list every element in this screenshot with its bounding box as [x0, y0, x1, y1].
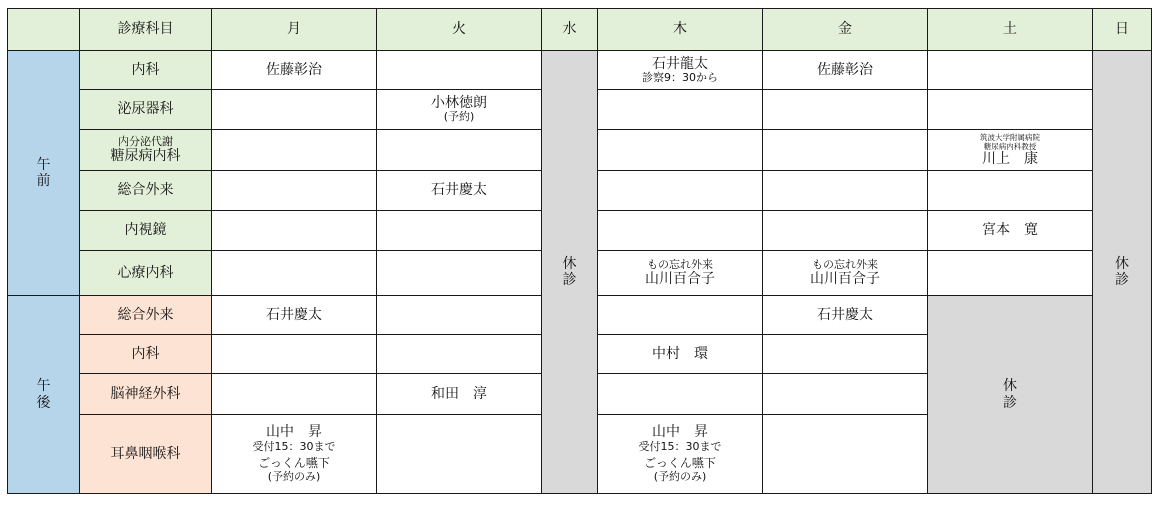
header-sat: 土	[928, 9, 1093, 51]
cell-fri	[763, 374, 928, 415]
dept-label: 内科	[80, 51, 212, 90]
dept-label: 泌尿器科	[80, 90, 212, 130]
doctor-name: 山中 昇	[266, 424, 322, 441]
dept-label: 内視鏡	[80, 211, 212, 251]
dept-sub-label: 内分泌代謝	[118, 134, 173, 148]
cell-mon	[212, 90, 377, 130]
cell-tue: 石井慶太	[377, 171, 542, 211]
am-label-1: 午	[36, 156, 51, 173]
doctor-affiliation: 筑波大学附属病院	[980, 132, 1040, 142]
pm-label-1: 午	[36, 378, 51, 395]
cell-sat: 宮本 寛	[928, 211, 1093, 251]
am-label-2: 前	[36, 173, 51, 189]
cell-sat	[928, 90, 1093, 130]
header-corner	[8, 9, 80, 51]
dept-main-label: 糖尿病内科	[110, 148, 181, 165]
doctor-note: ごっくん嚥下	[644, 456, 716, 471]
cell-thu	[598, 211, 763, 251]
dept-label: 心療内科	[80, 251, 212, 296]
wed-closed-1: 休	[562, 255, 577, 272]
wed-closed-2: 診	[562, 272, 577, 288]
am-row-naika	[8, 51, 1152, 90]
doctor-note: (予約)	[443, 110, 475, 124]
header-wed: 水	[542, 9, 598, 51]
sat-pm-closed-2: 診	[1003, 394, 1017, 411]
doctor-name: 小林徳朗	[431, 95, 487, 112]
cell-thu	[598, 171, 763, 211]
dept-label: 内科	[80, 335, 212, 374]
sun-closed-2: 診	[1115, 272, 1129, 288]
doctor-name: 山川百合子	[810, 271, 880, 288]
cell-thu: 中村 環	[598, 335, 763, 374]
cell-sat	[928, 130, 1093, 171]
dept-label: 総合外来	[80, 171, 212, 211]
cell-thu	[598, 415, 763, 494]
cell-tue	[377, 296, 542, 335]
doctor-name: 山川百合子	[645, 271, 715, 288]
cell-tue	[377, 251, 542, 296]
wed-closed	[542, 51, 598, 494]
cell-sat	[928, 51, 1093, 90]
cell-sat	[928, 171, 1093, 211]
cell-tue: 和田 淳	[377, 374, 542, 415]
sat-pm-closed-1: 休	[1003, 378, 1017, 395]
header-sun: 日	[1093, 9, 1152, 51]
cell-thu	[598, 51, 763, 90]
sun-closed	[1093, 51, 1152, 494]
cell-fri: 佐藤彰治	[763, 51, 928, 90]
cell-thu	[598, 296, 763, 335]
cell-thu	[598, 251, 763, 296]
cell-mon	[212, 171, 377, 211]
cell-thu	[598, 374, 763, 415]
header-mon: 月	[212, 9, 377, 51]
doctor-name: 川上 康	[982, 150, 1038, 167]
cell-mon	[212, 374, 377, 415]
cell-tue	[377, 130, 542, 171]
cell-mon: 石井慶太	[212, 296, 377, 335]
cell-fri	[763, 130, 928, 171]
cell-tue	[377, 415, 542, 494]
cell-fri	[763, 335, 928, 374]
cell-mon	[212, 251, 377, 296]
cell-fri	[763, 415, 928, 494]
doctor-note: (予約のみ)	[653, 469, 707, 483]
cell-fri: 石井慶太	[763, 296, 928, 335]
cell-mon	[212, 130, 377, 171]
clinic-schedule-table	[7, 8, 1152, 494]
pm-label	[8, 296, 80, 494]
header-tue: 火	[377, 9, 542, 51]
doctor-note: もの忘れ外来	[647, 257, 713, 271]
doctor-name: 山中 昇	[652, 424, 708, 441]
header-thu: 木	[598, 9, 763, 51]
doctor-note: ごっくん嚥下	[258, 456, 330, 471]
cell-fri	[763, 171, 928, 211]
dept-label: 耳鼻咽喉科	[80, 415, 212, 494]
cell-thu	[598, 90, 763, 130]
cell-mon	[212, 335, 377, 374]
cell-thu	[598, 130, 763, 171]
pm-label-2: 後	[36, 394, 51, 411]
cell-tue	[377, 335, 542, 374]
cell-mon	[212, 211, 377, 251]
cell-tue	[377, 51, 542, 90]
cell-fri	[763, 251, 928, 296]
dept-label: 総合外来	[80, 296, 212, 335]
doctor-title: 糖尿病内科教授	[983, 141, 1037, 151]
sun-closed-1: 休	[1115, 255, 1129, 272]
am-label	[8, 51, 80, 296]
doctor-name: 石井龍太	[652, 55, 708, 72]
cell-tue	[377, 90, 542, 130]
cell-fri	[763, 90, 928, 130]
cell-sat	[928, 251, 1093, 296]
doctor-note: 受付15：30まで	[638, 439, 722, 453]
sat-pm-closed	[928, 296, 1093, 494]
header-dept: 診療科目	[80, 9, 212, 51]
cell-fri	[763, 211, 928, 251]
doctor-note: 診察9：30から	[642, 70, 718, 84]
header-row	[8, 9, 1152, 51]
doctor-note: (予約のみ)	[267, 469, 321, 483]
cell-tue	[377, 211, 542, 251]
cell-mon: 佐藤彰治	[212, 51, 377, 90]
cell-mon	[212, 415, 377, 494]
dept-label	[80, 130, 212, 171]
doctor-note: もの忘れ外来	[812, 257, 878, 271]
doctor-note: 受付15：30まで	[252, 439, 336, 453]
header-fri: 金	[763, 9, 928, 51]
dept-label: 脳神経外科	[80, 374, 212, 415]
